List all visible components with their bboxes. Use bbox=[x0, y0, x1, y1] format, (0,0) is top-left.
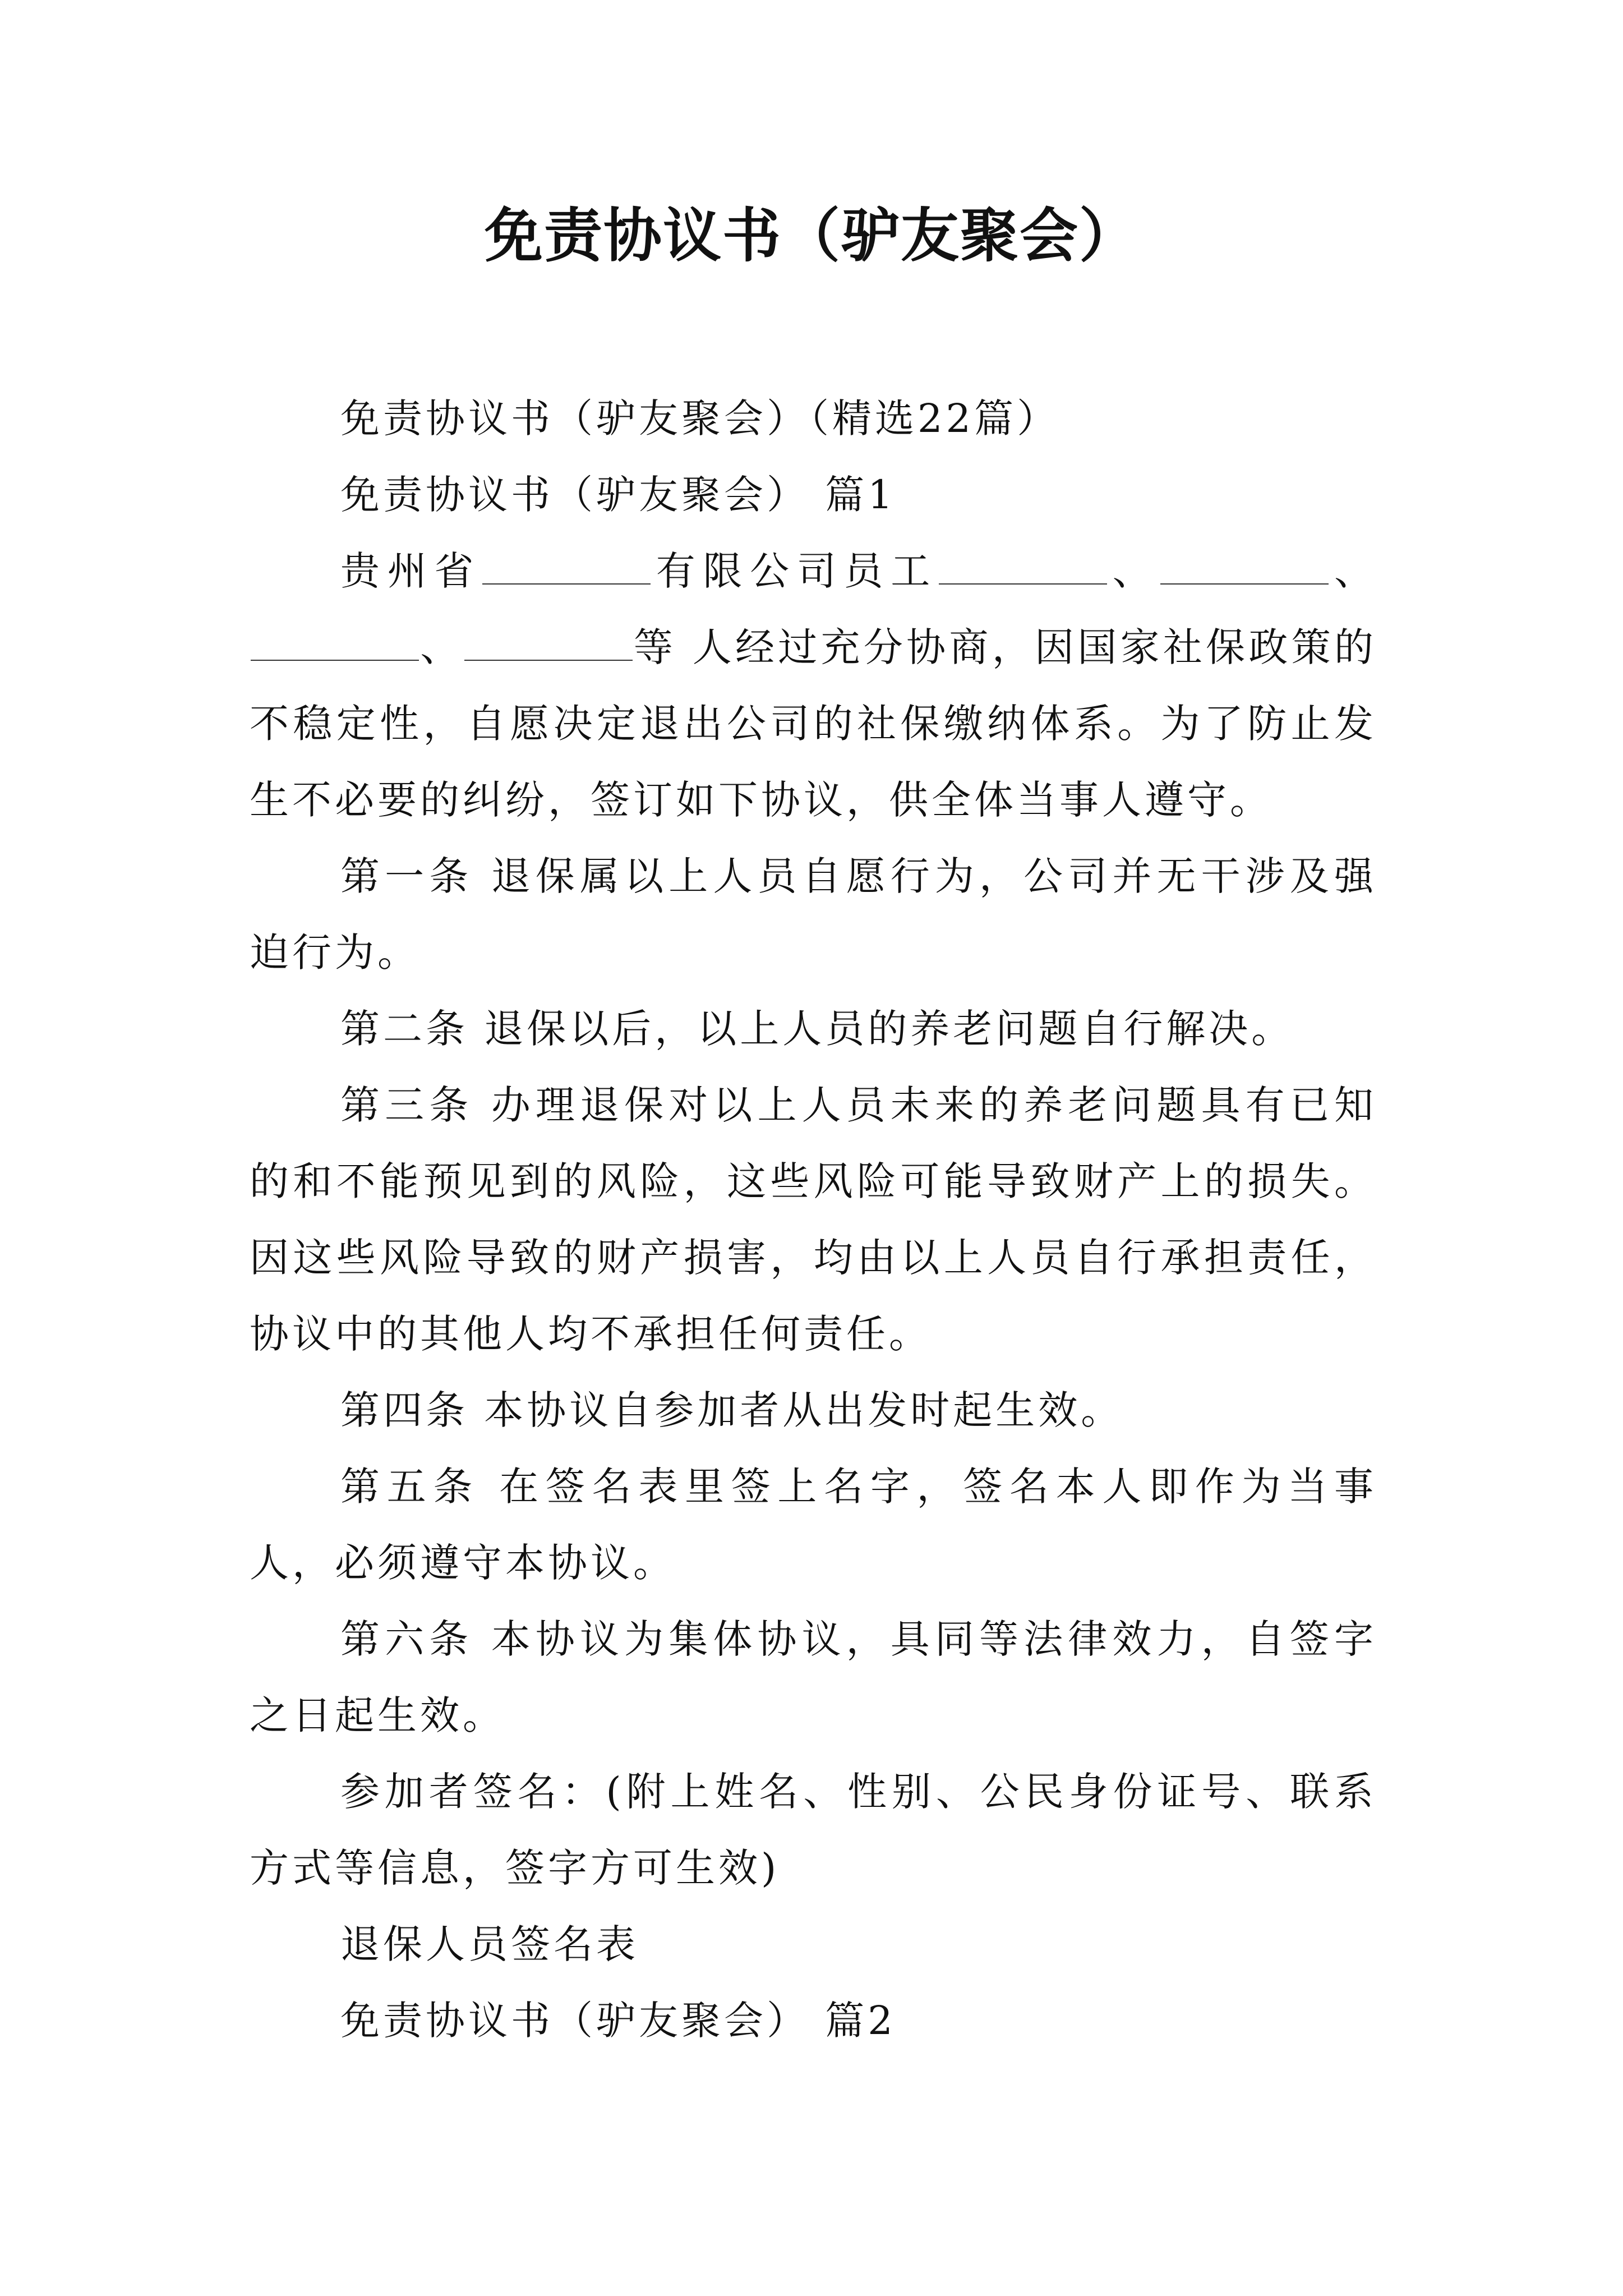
blank-line bbox=[1160, 550, 1329, 585]
intro-separator: 、 bbox=[1330, 548, 1377, 594]
section-heading-1: 免责协议书（驴友聚会） 篇1 bbox=[340, 472, 896, 518]
intro-part-2: 有限公司员工 bbox=[652, 548, 938, 594]
section-heading-2: 免责协议书（驴友聚会） 篇2 bbox=[340, 1998, 896, 2044]
intro-separator: 、 bbox=[420, 624, 463, 670]
blank-line bbox=[939, 550, 1107, 585]
article-5: 第五条 在签名表里签上名字，签名本人即作为当事人，必须遵守本协议。 bbox=[250, 1464, 1377, 1586]
intro-part-3: 等 人经过充分协商，因国家社保政策的不稳定性，自愿决定退出公司的社保缴纳体系。为了防止发生不必要的纠纷，签订如下协议，供全体当事人遵守。 bbox=[250, 624, 1377, 823]
article-4: 第四条 本协议自参加者从出发时起生效。 bbox=[340, 1387, 1124, 1433]
signature-note: 参加者签名：(附上姓名、性别、公民身份证号、联系方式等信息，签字方可生效) bbox=[250, 1769, 1377, 1891]
blank-line bbox=[251, 626, 419, 661]
intro-paragraph bbox=[250, 533, 1377, 838]
document-body bbox=[250, 380, 1377, 2059]
blank-line bbox=[482, 550, 651, 585]
intro-separator: 、 bbox=[1108, 548, 1160, 594]
blank-line bbox=[464, 626, 633, 661]
document-title: 免责协议书（驴友聚会） bbox=[484, 201, 1138, 270]
signature-table-label: 退保人员签名表 bbox=[340, 1921, 639, 1967]
article-1: 第一条 退保属以上人员自愿行为，公司并无干涉及强迫行为。 bbox=[250, 853, 1377, 976]
article-3: 第三条 办理退保对以上人员未来的养老问题具有已知的和不能预见到的风险，这些风险可能导致财产上的损失。因这些风险导致的财产损害，均由以上人员自行承担责任，协议中的其他人均不承担任何责任。 bbox=[250, 1082, 1377, 1357]
article-2: 第二条 退保以后，以上人员的养老问题自行解决。 bbox=[340, 1006, 1294, 1052]
article-6: 第六条 本协议为集体协议，具同等法律效力，自签字之日起生效。 bbox=[250, 1616, 1377, 1738]
intro-part-1: 贵州省 bbox=[340, 548, 482, 594]
document-subtitle: 免责协议书（驴友聚会）（精选22篇） bbox=[340, 395, 1060, 441]
